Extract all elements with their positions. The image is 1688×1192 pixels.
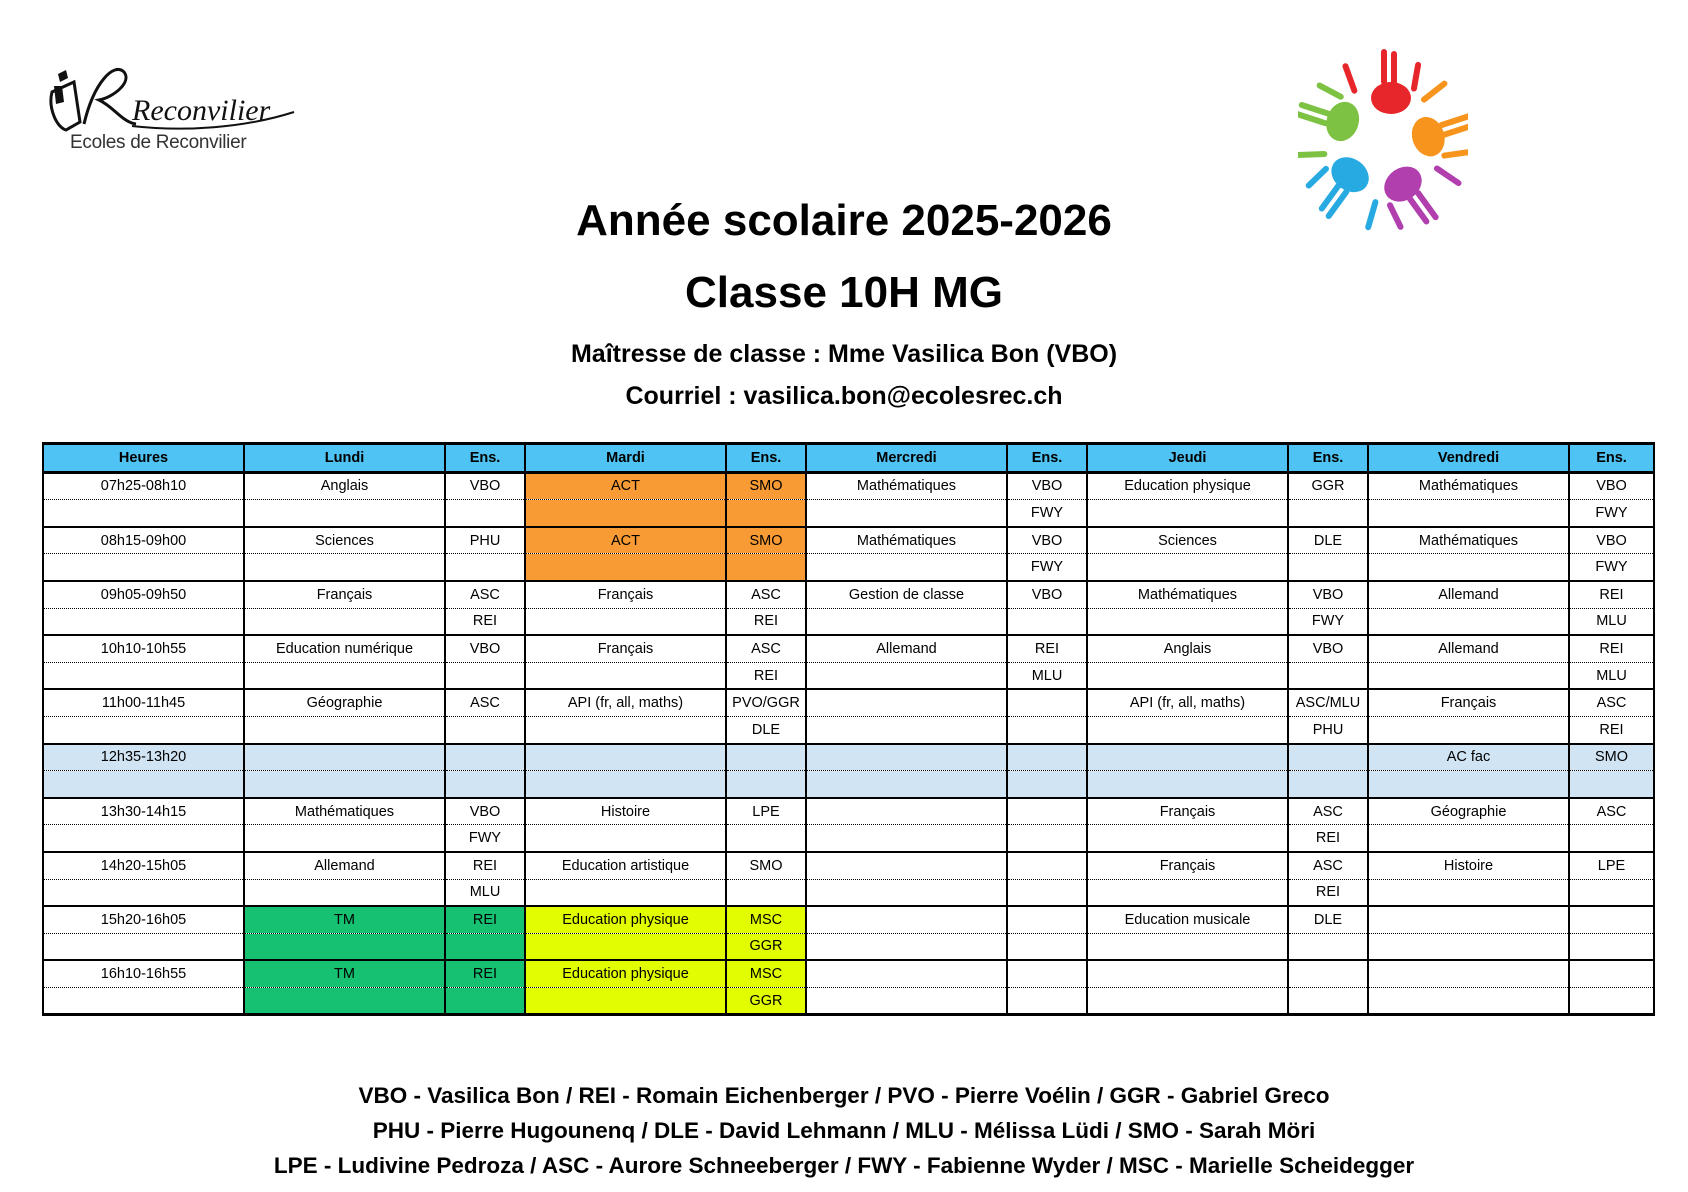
cell-hours: 09h05-09h50 xyxy=(43,581,244,608)
cell-friday-teacher: FWY xyxy=(1569,554,1654,581)
cell-wednesday-teacher: VBO xyxy=(1007,581,1087,608)
cell-friday-teacher: FWY xyxy=(1569,500,1654,527)
cell-thursday-teacher: DLE xyxy=(1288,527,1368,554)
cell-tuesday: API (fr, all, maths) xyxy=(525,689,726,716)
header-teacher: Ens. xyxy=(1007,444,1087,473)
school-name: Ecoles de Reconvilier xyxy=(70,132,247,153)
cell-hours xyxy=(43,662,244,689)
cell-thursday-teacher xyxy=(1288,933,1368,960)
cell-wednesday-teacher: MLU xyxy=(1007,662,1087,689)
cell-thursday-teacher: VBO xyxy=(1288,635,1368,662)
class-title: Classe 10H MG xyxy=(685,268,1003,317)
cell-friday: Géographie xyxy=(1368,798,1569,825)
cell-wednesday: Mathématiques xyxy=(806,527,1007,554)
cell-wednesday-teacher xyxy=(1007,906,1087,933)
cell-thursday: API (fr, all, maths) xyxy=(1087,689,1288,716)
cell-tuesday-teacher: SMO xyxy=(726,852,806,879)
cell-thursday-teacher: FWY xyxy=(1288,608,1368,635)
cell-hours xyxy=(43,716,244,743)
cell-friday-teacher xyxy=(1569,960,1654,987)
cell-friday: Mathématiques xyxy=(1368,472,1569,500)
cell-monday-teacher xyxy=(445,716,525,743)
cell-tuesday: Français xyxy=(525,581,726,608)
legend-line: LPE - Ludivine Pedroza / ASC - Aurore Schneeberger / FWY - Fabienne Wyder / MSC - Marielle Scheidegger xyxy=(273,1153,1415,1178)
cell-hours: 10h10-10h55 xyxy=(43,635,244,662)
cell-wednesday: Gestion de classe xyxy=(806,581,1007,608)
cell-hours xyxy=(43,879,244,906)
cell-monday xyxy=(244,554,445,581)
cell-thursday: Français xyxy=(1087,852,1288,879)
cell-monday xyxy=(244,879,445,906)
teacher-line: Maîtresse de classe : Mme Vasilica Bon (VBO) xyxy=(570,340,1118,368)
cell-tuesday: Education artistique xyxy=(525,852,726,879)
cell-wednesday: Mathématiques xyxy=(806,472,1007,500)
cell-thursday: Education musicale xyxy=(1087,906,1288,933)
cell-friday-teacher xyxy=(1569,879,1654,906)
cell-monday-teacher xyxy=(445,500,525,527)
cell-monday: Géographie xyxy=(244,689,445,716)
cell-tuesday: ACT xyxy=(525,472,726,500)
cell-thursday-teacher: ASC xyxy=(1288,852,1368,879)
cell-tuesday xyxy=(525,608,726,635)
cell-monday-teacher: ASC xyxy=(445,689,525,716)
cell-tuesday-teacher xyxy=(726,879,806,906)
cell-wednesday xyxy=(806,744,1007,771)
cell-friday xyxy=(1368,662,1569,689)
cell-monday: Education numérique xyxy=(244,635,445,662)
cell-hours: 13h30-14h15 xyxy=(43,798,244,825)
cell-wednesday-teacher xyxy=(1007,933,1087,960)
cell-tuesday-teacher: MSC xyxy=(726,906,806,933)
table-row xyxy=(43,852,1654,879)
year-title: Année scolaire 2025-2026 xyxy=(576,196,1112,245)
table-row xyxy=(43,744,1654,771)
cell-monday xyxy=(244,662,445,689)
cell-friday-teacher xyxy=(1569,906,1654,933)
cell-tuesday xyxy=(525,500,726,527)
timetable-header-row xyxy=(43,444,1654,473)
cell-wednesday-teacher xyxy=(1007,879,1087,906)
cell-hours xyxy=(43,608,244,635)
header-tuesday: Mardi xyxy=(525,444,726,473)
cell-friday-teacher xyxy=(1569,771,1654,798)
cell-tuesday: Education physique xyxy=(525,906,726,933)
cell-friday xyxy=(1368,716,1569,743)
cell-tuesday xyxy=(525,771,726,798)
cell-monday-teacher: MLU xyxy=(445,879,525,906)
cell-wednesday xyxy=(806,771,1007,798)
cell-thursday xyxy=(1087,500,1288,527)
cell-wednesday-teacher xyxy=(1007,771,1087,798)
cell-monday: Français xyxy=(244,581,445,608)
cell-thursday xyxy=(1087,987,1288,1015)
table-row xyxy=(43,906,1654,933)
table-row xyxy=(43,771,1654,798)
cell-thursday: Education physique xyxy=(1087,472,1288,500)
header-teacher: Ens. xyxy=(1288,444,1368,473)
cell-friday xyxy=(1368,987,1569,1015)
cell-monday-teacher xyxy=(445,744,525,771)
cell-monday: Sciences xyxy=(244,527,445,554)
cell-tuesday xyxy=(525,825,726,852)
cell-friday: Français xyxy=(1368,689,1569,716)
cell-friday-teacher: MLU xyxy=(1569,608,1654,635)
cell-thursday-teacher: ASC/MLU xyxy=(1288,689,1368,716)
cell-monday xyxy=(244,771,445,798)
cell-tuesday xyxy=(525,716,726,743)
cell-thursday-teacher: PHU xyxy=(1288,716,1368,743)
cell-friday xyxy=(1368,825,1569,852)
cell-wednesday-teacher xyxy=(1007,825,1087,852)
cell-wednesday xyxy=(806,662,1007,689)
table-row xyxy=(43,933,1654,960)
cell-monday-teacher: ASC xyxy=(445,581,525,608)
cell-friday xyxy=(1368,960,1569,987)
header-wednesday: Mercredi xyxy=(806,444,1007,473)
cell-wednesday-teacher xyxy=(1007,608,1087,635)
cell-friday-teacher: ASC xyxy=(1569,798,1654,825)
cell-tuesday-teacher: REI xyxy=(726,662,806,689)
cell-friday-teacher xyxy=(1569,933,1654,960)
cell-thursday-teacher xyxy=(1288,500,1368,527)
cell-friday xyxy=(1368,771,1569,798)
table-row xyxy=(43,987,1654,1015)
table-row xyxy=(43,581,1654,608)
cell-tuesday xyxy=(525,879,726,906)
cell-friday-teacher: REI xyxy=(1569,716,1654,743)
cell-monday xyxy=(244,716,445,743)
reconvilier-logo-icon xyxy=(44,52,304,137)
cell-friday: AC fac xyxy=(1368,744,1569,771)
cell-wednesday xyxy=(806,879,1007,906)
table-row xyxy=(43,825,1654,852)
cell-hours: 11h00-11h45 xyxy=(43,689,244,716)
cell-monday: TM xyxy=(244,960,445,987)
cell-monday: Allemand xyxy=(244,852,445,879)
cell-tuesday-teacher xyxy=(726,771,806,798)
cell-friday-teacher xyxy=(1569,987,1654,1015)
cell-friday-teacher: MLU xyxy=(1569,662,1654,689)
cell-wednesday xyxy=(806,716,1007,743)
cell-friday: Allemand xyxy=(1368,581,1569,608)
cell-friday-teacher: VBO xyxy=(1569,472,1654,500)
header-teacher: Ens. xyxy=(1569,444,1654,473)
cell-wednesday-teacher xyxy=(1007,689,1087,716)
cell-friday: Histoire xyxy=(1368,852,1569,879)
cell-wednesday xyxy=(806,933,1007,960)
cell-thursday-teacher: VBO xyxy=(1288,581,1368,608)
cell-thursday xyxy=(1087,554,1288,581)
cell-friday-teacher: REI xyxy=(1569,635,1654,662)
cell-monday: TM xyxy=(244,906,445,933)
cell-wednesday-teacher xyxy=(1007,744,1087,771)
table-row xyxy=(43,879,1654,906)
cell-thursday-teacher xyxy=(1288,960,1368,987)
table-row xyxy=(43,960,1654,987)
cell-wednesday xyxy=(806,825,1007,852)
cell-thursday-teacher xyxy=(1288,987,1368,1015)
cell-thursday-teacher: ASC xyxy=(1288,798,1368,825)
cell-wednesday-teacher xyxy=(1007,987,1087,1015)
cell-tuesday: ACT xyxy=(525,527,726,554)
cell-hours: 08h15-09h00 xyxy=(43,527,244,554)
cell-tuesday-teacher: GGR xyxy=(726,933,806,960)
cell-monday xyxy=(244,933,445,960)
cell-monday-teacher xyxy=(445,554,525,581)
cell-wednesday xyxy=(806,987,1007,1015)
cell-tuesday-teacher: ASC xyxy=(726,581,806,608)
cell-thursday xyxy=(1087,771,1288,798)
cell-monday-teacher: REI xyxy=(445,906,525,933)
cell-friday-teacher: ASC xyxy=(1569,689,1654,716)
header-teacher: Ens. xyxy=(445,444,525,473)
cell-tuesday-teacher: SMO xyxy=(726,472,806,500)
cell-thursday-teacher: REI xyxy=(1288,825,1368,852)
cell-monday-teacher: VBO xyxy=(445,798,525,825)
cell-thursday-teacher xyxy=(1288,662,1368,689)
cell-thursday xyxy=(1087,960,1288,987)
header-monday: Lundi xyxy=(244,444,445,473)
table-row xyxy=(43,662,1654,689)
table-row xyxy=(43,798,1654,825)
cell-tuesday-teacher: SMO xyxy=(726,527,806,554)
cell-hours: 16h10-16h55 xyxy=(43,960,244,987)
cell-thursday-teacher: REI xyxy=(1288,879,1368,906)
cell-monday-teacher xyxy=(445,933,525,960)
cell-friday-teacher: VBO xyxy=(1569,527,1654,554)
cell-wednesday xyxy=(806,960,1007,987)
cell-thursday-teacher xyxy=(1288,554,1368,581)
cell-monday xyxy=(244,987,445,1015)
cell-tuesday xyxy=(525,933,726,960)
table-row xyxy=(43,689,1654,716)
table-row xyxy=(43,527,1654,554)
cell-friday xyxy=(1368,500,1569,527)
cell-wednesday xyxy=(806,554,1007,581)
cell-monday-teacher: PHU xyxy=(445,527,525,554)
cell-wednesday-teacher: FWY xyxy=(1007,500,1087,527)
cell-tuesday xyxy=(525,662,726,689)
cell-thursday xyxy=(1087,662,1288,689)
cell-friday xyxy=(1368,879,1569,906)
cell-tuesday: Education physique xyxy=(525,960,726,987)
cell-wednesday-teacher xyxy=(1007,960,1087,987)
cell-hours: 12h35-13h20 xyxy=(43,744,244,771)
cell-thursday: Mathématiques xyxy=(1087,581,1288,608)
cell-wednesday-teacher xyxy=(1007,798,1087,825)
cell-wednesday xyxy=(806,500,1007,527)
cell-friday-teacher: SMO xyxy=(1569,744,1654,771)
cell-thursday xyxy=(1087,744,1288,771)
header-hours: Heures xyxy=(43,444,244,473)
cell-hours: 14h20-15h05 xyxy=(43,852,244,879)
cell-hours xyxy=(43,771,244,798)
cell-wednesday xyxy=(806,798,1007,825)
cell-tuesday-teacher xyxy=(726,825,806,852)
cell-tuesday-teacher: REI xyxy=(726,608,806,635)
cell-tuesday xyxy=(525,744,726,771)
cell-thursday xyxy=(1087,716,1288,743)
cell-tuesday-teacher: GGR xyxy=(726,987,806,1015)
cell-monday-teacher xyxy=(445,662,525,689)
cell-monday-teacher xyxy=(445,987,525,1015)
cell-friday xyxy=(1368,554,1569,581)
cell-thursday-teacher: GGR xyxy=(1288,472,1368,500)
table-row xyxy=(43,472,1654,500)
cell-wednesday xyxy=(806,689,1007,716)
cell-hours: 07h25-08h10 xyxy=(43,472,244,500)
email-line: Courriel : vasilica.bon@ecolesrec.ch xyxy=(625,382,1063,410)
cell-friday: Mathématiques xyxy=(1368,527,1569,554)
cell-friday: Allemand xyxy=(1368,635,1569,662)
cell-thursday xyxy=(1087,608,1288,635)
cell-hours xyxy=(43,825,244,852)
cell-thursday xyxy=(1087,879,1288,906)
cell-wednesday-teacher xyxy=(1007,716,1087,743)
svg-text:Reconvilier: Reconvilier xyxy=(132,94,271,127)
cell-wednesday-teacher: VBO xyxy=(1007,472,1087,500)
cell-tuesday-teacher xyxy=(726,744,806,771)
cell-thursday xyxy=(1087,933,1288,960)
legend-line: PHU - Pierre Hugounenq / DLE - David Lehmann / MLU - Mélissa Lüdi / SMO - Sarah Möri xyxy=(372,1118,1316,1143)
cell-friday-teacher xyxy=(1569,825,1654,852)
cell-hours xyxy=(43,933,244,960)
cell-monday-teacher: VBO xyxy=(445,472,525,500)
cell-thursday: Français xyxy=(1087,798,1288,825)
cell-hours xyxy=(43,554,244,581)
cell-monday-teacher: REI xyxy=(445,960,525,987)
header-teacher: Ens. xyxy=(726,444,806,473)
cell-wednesday xyxy=(806,906,1007,933)
cell-monday-teacher: FWY xyxy=(445,825,525,852)
cell-friday xyxy=(1368,933,1569,960)
cell-monday xyxy=(244,744,445,771)
cell-tuesday-teacher: ASC xyxy=(726,635,806,662)
cell-monday xyxy=(244,825,445,852)
legend-line: VBO - Vasilica Bon / REI - Romain Eichenberger / PVO - Pierre Voélin / GGR - Gabriel Greco xyxy=(358,1083,1330,1108)
cell-wednesday-teacher xyxy=(1007,852,1087,879)
cell-hours xyxy=(43,500,244,527)
cell-tuesday-teacher xyxy=(726,554,806,581)
cell-tuesday: Histoire xyxy=(525,798,726,825)
cell-monday: Mathématiques xyxy=(244,798,445,825)
cell-hours xyxy=(43,987,244,1015)
table-row xyxy=(43,500,1654,527)
cell-tuesday-teacher: MSC xyxy=(726,960,806,987)
cell-monday xyxy=(244,608,445,635)
table-row xyxy=(43,608,1654,635)
cell-thursday-teacher xyxy=(1288,771,1368,798)
cell-thursday xyxy=(1087,825,1288,852)
table-row xyxy=(43,716,1654,743)
timetable xyxy=(42,442,1655,1016)
header-friday: Vendredi xyxy=(1368,444,1569,473)
cell-monday xyxy=(244,500,445,527)
cell-thursday-teacher: DLE xyxy=(1288,906,1368,933)
cell-monday: Anglais xyxy=(244,472,445,500)
cell-hours: 15h20-16h05 xyxy=(43,906,244,933)
cell-friday xyxy=(1368,608,1569,635)
cell-wednesday: Allemand xyxy=(806,635,1007,662)
cell-monday-teacher: REI xyxy=(445,852,525,879)
cell-wednesday xyxy=(806,852,1007,879)
cell-wednesday-teacher: FWY xyxy=(1007,554,1087,581)
cell-monday-teacher: VBO xyxy=(445,635,525,662)
cell-tuesday-teacher: LPE xyxy=(726,798,806,825)
cell-wednesday-teacher: REI xyxy=(1007,635,1087,662)
cell-tuesday-teacher xyxy=(726,500,806,527)
cell-friday-teacher: REI xyxy=(1569,581,1654,608)
cell-thursday: Anglais xyxy=(1087,635,1288,662)
cell-friday xyxy=(1368,906,1569,933)
cell-tuesday xyxy=(525,987,726,1015)
cell-wednesday-teacher: VBO xyxy=(1007,527,1087,554)
cell-tuesday-teacher: DLE xyxy=(726,716,806,743)
cell-thursday-teacher xyxy=(1288,744,1368,771)
table-row xyxy=(43,635,1654,662)
cell-monday-teacher: REI xyxy=(445,608,525,635)
cell-tuesday xyxy=(525,554,726,581)
header-thursday: Jeudi xyxy=(1087,444,1288,473)
table-row xyxy=(43,554,1654,581)
cell-friday-teacher: LPE xyxy=(1569,852,1654,879)
cell-monday-teacher xyxy=(445,771,525,798)
cell-wednesday xyxy=(806,608,1007,635)
cell-tuesday-teacher: PVO/GGR xyxy=(726,689,806,716)
school-logo xyxy=(44,52,304,162)
cell-thursday: Sciences xyxy=(1087,527,1288,554)
cell-tuesday: Français xyxy=(525,635,726,662)
